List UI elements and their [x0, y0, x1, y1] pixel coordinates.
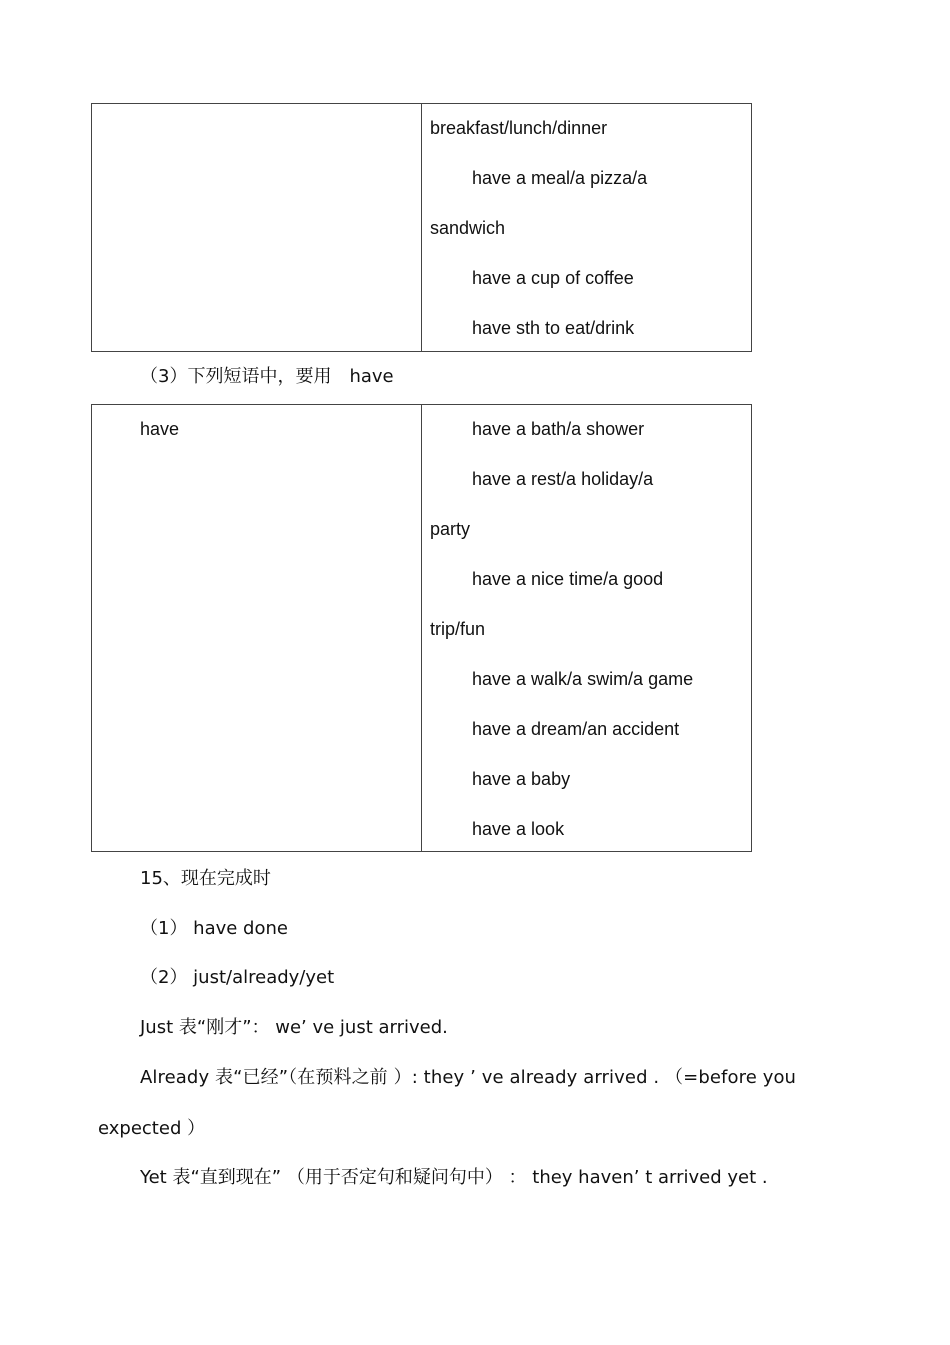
table1-line-4: have a cup of coffee: [472, 268, 634, 288]
table1-line-5: have sth to eat/drink: [472, 318, 635, 338]
table-divider: [421, 104, 422, 351]
section-15-title: 15、现在完成时: [140, 868, 271, 889]
already-usage-line: Already 表“已经”（在预料之前 ）: they ’ ve already arrived . （=before you: [140, 1067, 797, 1088]
table2-line-9: have a look: [472, 819, 565, 839]
table2-line-5: trip/fun: [430, 619, 486, 639]
table2-line-6: have a walk/a swim/a game: [472, 669, 694, 689]
table1-line-3: sandwich: [430, 218, 506, 238]
table1-line-2: have a meal/a pizza/a: [472, 168, 648, 188]
table-divider: [421, 405, 422, 851]
just-usage-line: Just 表“刚才”： we’ ve just arrived.: [140, 1017, 448, 1038]
table2-line-7: have a dream/an accident: [472, 719, 680, 739]
phrase-table-have: [91, 404, 752, 852]
yet-usage-line: Yet 表“直到现在” （用于否定句和疑问句中） ： they haven’ t arrived yet .: [140, 1167, 768, 1188]
subheading-3: （3）下列短语中，要用 have: [140, 366, 394, 387]
table2-line-8: have a baby: [472, 769, 571, 789]
table2-line-1: have a bath/a shower: [472, 419, 645, 439]
already-usage-continuation: expected ）: [98, 1118, 206, 1139]
table1-line-1: breakfast/lunch/dinner: [430, 118, 608, 138]
table2-line-2: have a rest/a holiday/a: [472, 469, 654, 489]
section-15-item-1: （1） have done: [140, 918, 288, 939]
table2-line-3: party: [430, 519, 471, 539]
table2-line-4: have a nice time/a good: [472, 569, 664, 589]
table2-left-label: have: [140, 419, 180, 439]
section-15-item-2: （2） just/already/yet: [140, 967, 335, 988]
phrase-table-meals: [91, 103, 752, 352]
